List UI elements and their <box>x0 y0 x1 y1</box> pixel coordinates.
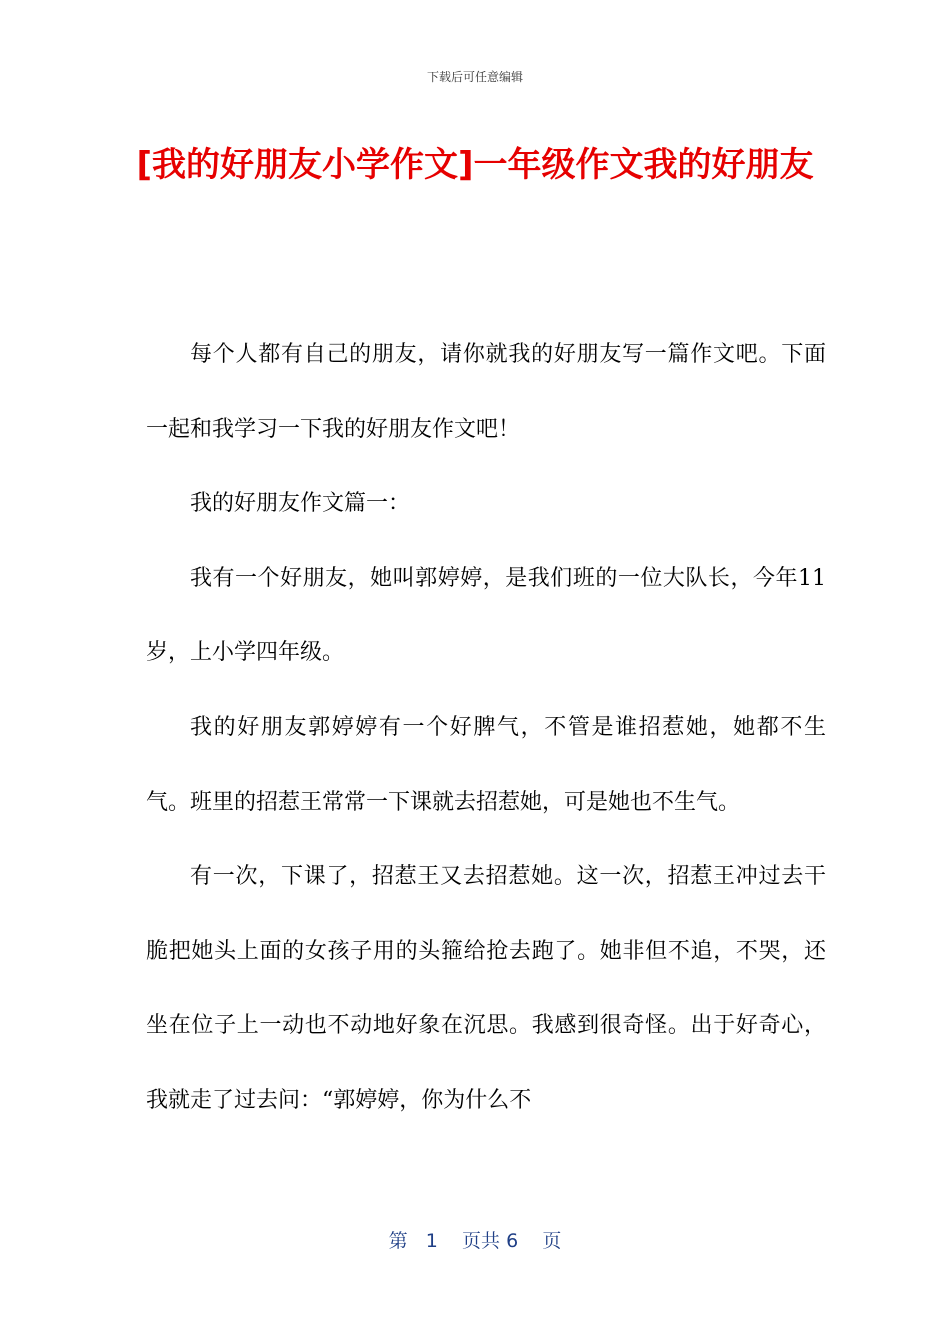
footer-current-page: 1 <box>425 1230 438 1252</box>
paragraph: 有一次，下课了，招惹王又去招惹她。这一次，招惹王冲过去干脆把她头上面的女孩子用的头箍给抢去跑了。她非但不追，不哭，还坐在位子上一动也不动地好象在沉思。我感到很奇怪。出于好奇心，我就走了过去问：“郭婷婷，你为什么不 <box>146 864 826 1113</box>
footer-label-of: 页共 <box>462 1230 501 1252</box>
paragraph: 每个人都有自己的朋友，请你就我的好朋友写一篇作文吧。下面一起和我学习一下我的好朋友作文吧！ <box>146 342 826 442</box>
header-note: 下载后可任意编辑 <box>426 70 523 84</box>
footer-total-pages: 6 <box>506 1230 519 1252</box>
paragraph: 我的好朋友作文篇一： <box>190 491 411 517</box>
footer-label-page: 第 <box>388 1230 408 1252</box>
page-title: [我的好朋友小学作文]一年级作文我的好朋友 <box>136 145 814 185</box>
page-footer <box>0 1226 950 1253</box>
paragraph: 我有一个好朋友，她叫郭婷婷，是我们班的一位大队长，今年11岁，上小学四年级。 <box>146 565 826 666</box>
footer-label-end: 页 <box>542 1230 562 1252</box>
paragraph: 我的好朋友郭婷婷有一个好脾气，不管是谁招惹她，她都不生气。班里的招惹王常常一下课就去招惹她，可是她也不生气。 <box>146 714 826 815</box>
document-body <box>146 318 826 1139</box>
